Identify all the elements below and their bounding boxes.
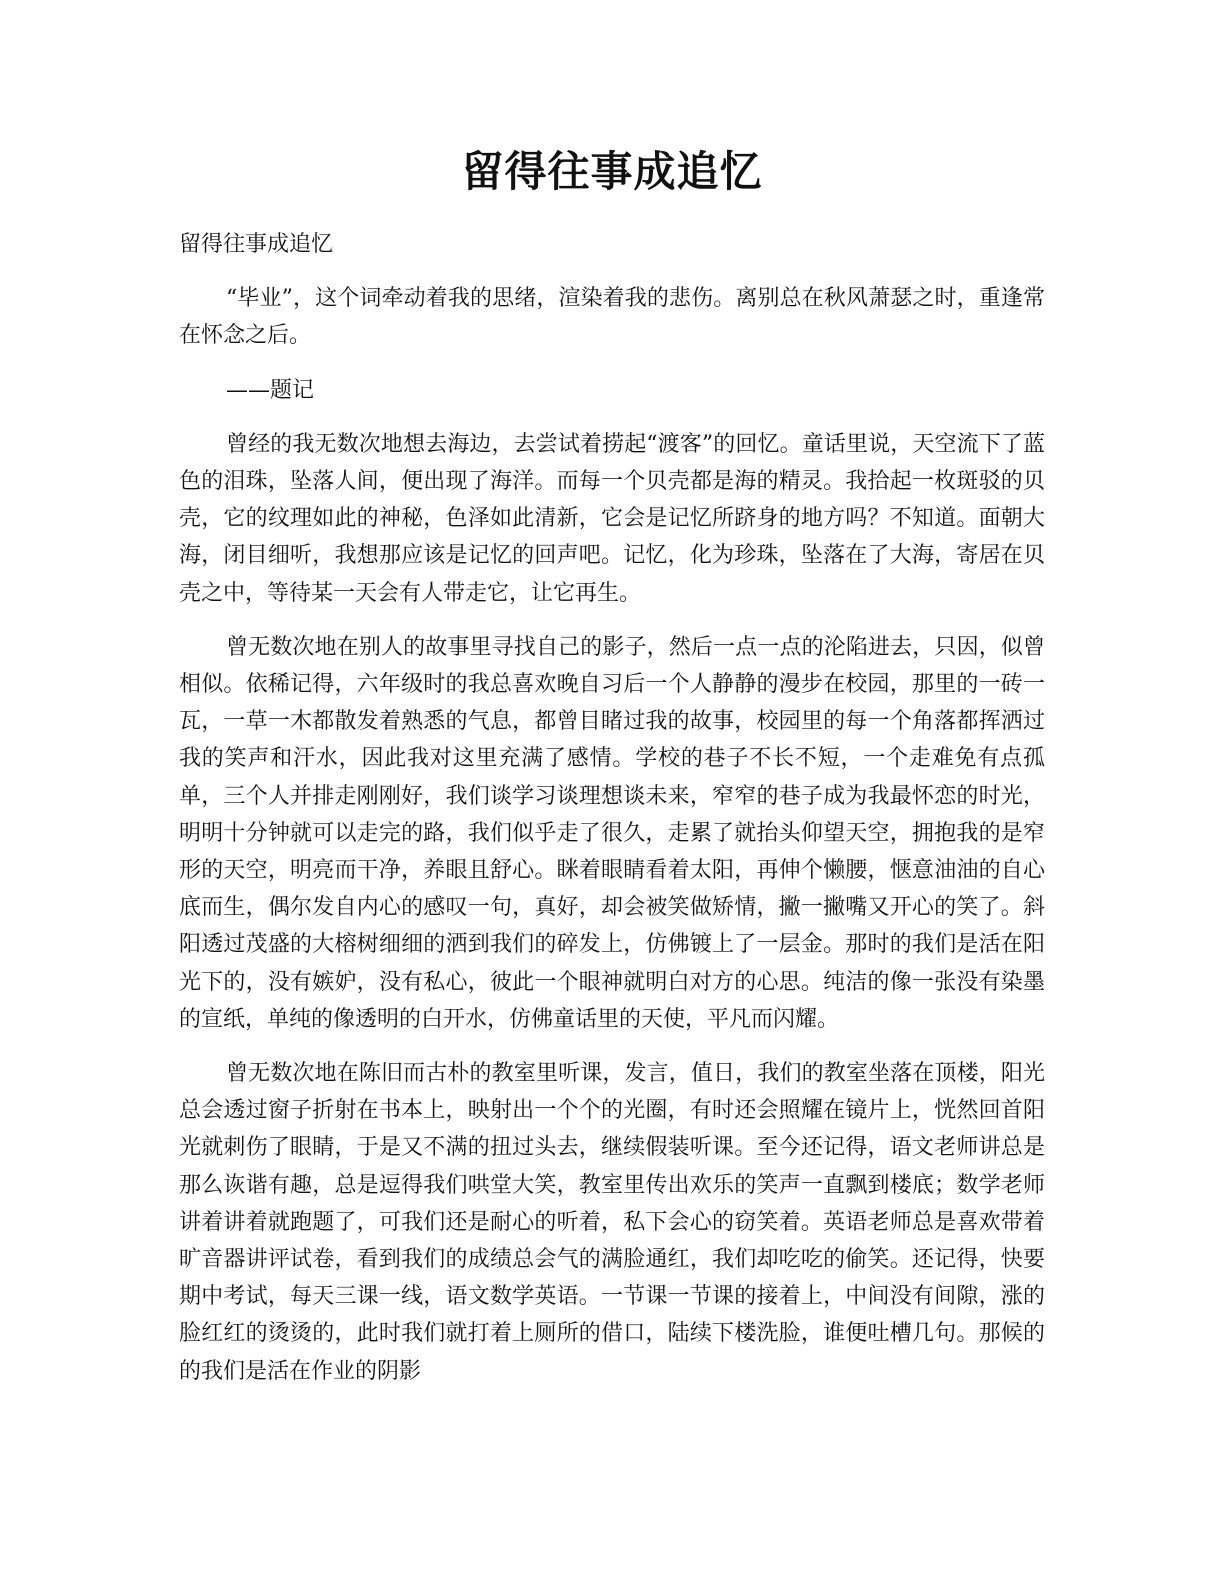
document-subtitle: 留得往事成追忆: [179, 232, 334, 257]
paragraph: 曾无数次地在别人的故事里寻找自己的影子，然后一点一点的沦陷进去，只因，似曾相似。依稀记得，六年级时的我总喜欢晚自习后一个人静静的漫步在校园，那里的一砖一瓦，一草一木都散发着熟悉的气息，都曾目睹过我的故事，校园里的每一个角落都挥洒过我的笑声和汗水，因此我对这里充满了感情。学校的巷子不长不短，一个走难免有点孤单，三个人并排走刚刚好，我们谈学习谈理想谈未来，窄窄的巷子成为我最怀恋的时光，明明十分钟就可以走完的路，我们似乎走了很久，走累了就抬头仰望天空，拥抱我的是窄形的天空，明亮而干净，养眼且舒心。眯着眼睛看着太阳，再伸个懒腰，惬意油油的自心底而生，偶尔发自内心的感叹一句，真好，却会被笑做矫情，撇一撇嘴又开心的笑了。斜阳透过茂盛的大榕树细细的洒到我们的碎发上，仿佛镀上了一层金。那时的我们是活在阳光下的，没有嫉妒，没有私心，彼此一个眼神就明白对方的心思。纯洁的像一张没有染墨的宣纸，单纯的像透明的白开水，仿佛童话里的天使，平凡而闪耀。: [179, 634, 1045, 1032]
paragraph: 曾经的我无数次地想去海边，去尝试着捞起“渡客”的回忆。童话里说，天空流下了蓝色的泪珠，坠落人间，便出现了海洋。而每一个贝壳都是海的精灵。我拾起一枚斑驳的贝壳，它的纹理如此的神秘，色泽如此清新，它会是记忆所跻身的地方吗？不知道。面朝大海，闭目细听，我想那应该是记忆的回声吧。记忆，化为珍珠，坠落在了大海，寄居在贝壳之中，等待某一天会有人带走它，让它再生。: [179, 431, 1045, 606]
paragraph: “毕业”，这个词牵动着我的思绪，渲染着我的悲伤。离别总在秋风萧瑟之时，重逢常在怀念之后。: [179, 286, 1045, 349]
paragraph: 曾无数次地在陈旧而古朴的教室里听课，发言，值日，我们的教室坐落在顶楼，阳光总会透过窗子折射在书本上，映射出一个个的光圈，有时还会照耀在镜片上，恍然回首阳光就刺伤了眼睛，于是又不满的扭过头去，继续假装听课。至今还记得，语文老师讲总是那么诙谐有趣，总是逗得我们哄堂大笑，教室里传出欢乐的笑声一直飘到楼底；数学老师讲着讲着就跑题了，可我们还是耐心的听着，私下会心的窃笑着。英语老师总是喜欢带着旷音器讲评试卷，看到我们的成绩总会气的满脸通红，我们却吃吃的偷笑。还记得，快要期中考试，每天三课一线，语文数学英语。一节课一节课的接着上，中间没有间隙，涨的脸红红的烫烫的，此时我们就打着上厕所的借口，陆续下楼洗脸，谁便吐槽几句。那候的的我们是活在作业的阴影: [179, 1061, 1045, 1384]
document-body: [179, 226, 1045, 1407]
document-title: 留得往事成追忆: [461, 147, 763, 196]
paragraph-inscription: ——题记: [226, 377, 315, 403]
